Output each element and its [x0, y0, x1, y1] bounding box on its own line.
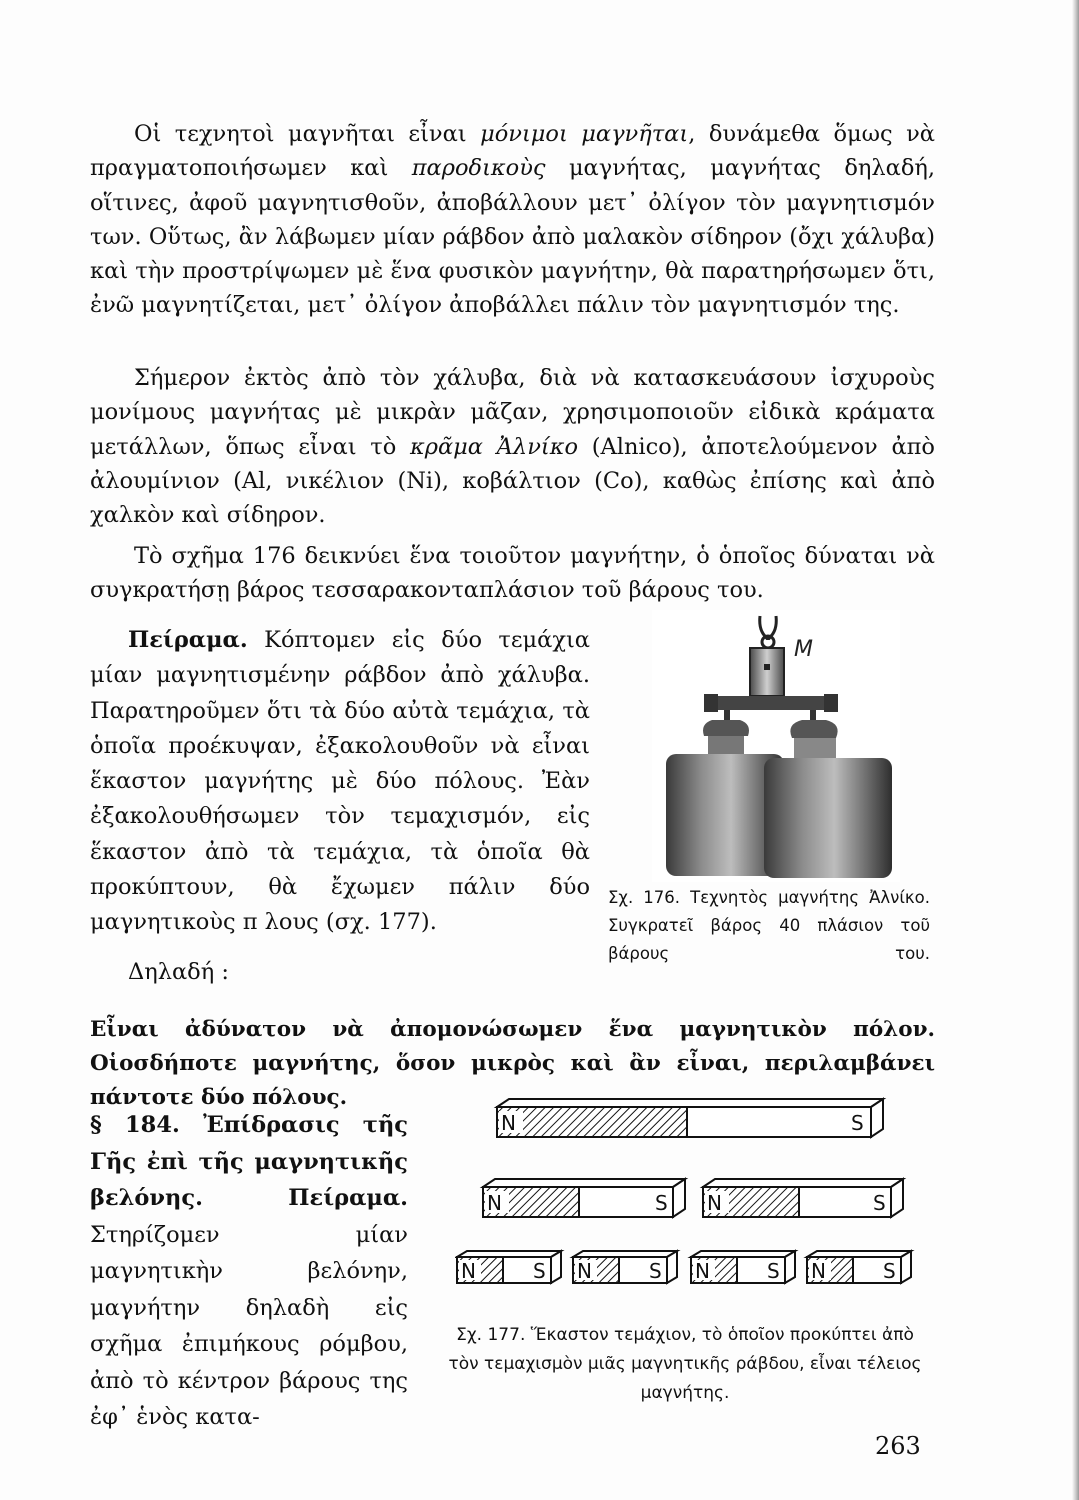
page-edge-shadow: [1072, 0, 1079, 1500]
south-pole-label: S: [883, 1259, 896, 1283]
south-pole-label: S: [767, 1259, 780, 1283]
section-184: § 184. Ἐπίδρασις τῆς Γῆς ἐπὶ τῆς μαγνητικῆς βελόνης. Πείραμα. Στηρίζομεν μίαν μαγνητικὴν βελόνην, μαγνήτην δηλαδὴ εἰς σχῆμα ἐπιμήκους ρόμβου, ἀπὸ τὸ κέντρον βάρους της ἐφ᾽ ἑνὸς κατα-: [90, 1112, 408, 1430]
section-experiment-heading: Πείραμα.: [202, 1185, 408, 1211]
paragraph-alnico-alloy: Σήμερον ἐκτὸς ἀπὸ τὸν χάλυβα, διὰ νὰ κατασκευάσουν ἰσχυροὺς μονίμους μαγνήτας μὲ μικρὰν μᾶζαν, χρησιμοποιοῦν εἰδικὰ κράματα μετάλλων, ὅπως εἶναι τὸ κρᾶμα Ἀλνίκο (Alnico), ἀποτελούμενον ἀπὸ ἀλουμίνιον (Al, νικέλιον (Ni), κοβάλτιον (Co), καθὼς ἐπίσης καὶ ἀπὸ χαλκὸν καὶ σίδηρον.: [90, 365, 935, 529]
north-pole-label: N: [487, 1191, 502, 1215]
therefore-line: Δηλαδή :: [128, 959, 229, 985]
figure-176-caption: Σχ. 176. Τεχνητὸς μαγνήτης Ἀλνίκο. Συγκρατεῖ βάρος 40 πλάσιον τοῦ βάρους του.: [608, 888, 930, 963]
experiment-paragraph: Πείραμα. Κόπτομεν εἰς δύο τεμάχια μίαν μαγνητισμένην ράβδον ἀπὸ χάλυβα. Παρατηροῦμεν ὅτι τὰ δύο αὐτὰ τεμάχια, τὰ ὁποῖα προέκυψαν, ἐξακολουθοῦν νὰ εἶναι ἕκαστον μαγνήτης μὲ δύο πόλους. Ἐὰν ἐξακολουθήσωμεν τὸν τεμαχισμόν, εἰς ἕκαστον ἀπὸ τὰ τεμάχια, τὰ ὁποῖα θὰ προκύπτουν, θὰ ἔχωμεν πάλιν δύο μαγνητικοὺς π λους (σχ. 177).: [90, 627, 590, 936]
south-pole-label: S: [655, 1191, 668, 1215]
north-pole-label: N: [811, 1259, 826, 1283]
figure-176-alnico-magnet: [652, 610, 900, 882]
figure-177-broken-magnets: [455, 1095, 915, 1305]
south-pole-label: S: [873, 1191, 886, 1215]
north-pole-label: N: [707, 1191, 722, 1215]
section-title: Ἐπίδρασις τῆς Γῆς ἐπὶ τῆς μαγνητικῆς βελόνης.: [90, 1112, 408, 1211]
north-pole-label: N: [461, 1259, 476, 1283]
north-pole-label: N: [501, 1111, 516, 1135]
south-pole-label: S: [649, 1259, 662, 1283]
paragraph-figure-176-reference: Τὸ σχῆμα 176 δεικνύει ἕνα τοιοῦτον μαγνήτην, ὁ ὁποῖος δύναται νὰ συγκρατήσῃ βάρος τεσσαρακονταπλάσιον τοῦ βάρους του.: [90, 543, 935, 604]
magnetic-pole-statement: Εἶναι ἀδύνατον νὰ ἀπομονώσωμεν ἕνα μαγνητικὸν πόλον. Οἱοσδήποτε μαγνήτης, ὅσον μικρὸς καὶ ἂν εἶναι, περιλαμβάνει πάντοτε δύο πόλους.: [90, 1017, 935, 1110]
paragraph-temporary-magnets: Οἱ τεχνητοὶ μαγνῆται εἶναι μόνιμοι μαγνῆται, δυνάμεθα ὅμως νὰ πραγματοποιήσωμεν καὶ παροδικοὺς μαγνήτας, μαγνήτας δηλαδή, οἵτινες, ἀφοῦ μαγνητισθοῦν, ἀποβάλλουν μετ᾽ ὀλίγον τὸν μαγνητισμόν των. Οὕτως, ἂν λάβωμεν μίαν ράβδον ἀπὸ μαλακὸν σίδηρον (ὄχι χάλυβα) καὶ τὴν προστρίψωμεν μὲ ἕνα φυσικὸν μαγνήτην, θὰ παρατηρήσωμεν ὅτι, ἐνῶ μαγνητίζεται, μετ᾽ ὀλίγον ἀποβάλλει πάλιν τὸν μαγνητισμόν της.: [90, 121, 935, 319]
experiment-heading: Πείραμα.: [128, 627, 248, 653]
south-pole-label: S: [851, 1111, 864, 1135]
north-pole-label: N: [577, 1259, 592, 1283]
south-pole-label: S: [533, 1259, 546, 1283]
section-number: § 184.: [90, 1112, 180, 1138]
north-pole-label: N: [695, 1259, 710, 1283]
figure-177-caption: Σχ. 177. Ἕκαστον τεμάχιον, τὸ ὁποῖον προκύπτει ἀπὸ τὸν τεμαχισμὸν μιᾶς μαγνητικῆς ράβδου, εἶναι τέλειος μαγνήτης.: [448, 1325, 922, 1403]
figure-176-label: M: [794, 637, 813, 662]
page-number: 263: [875, 1432, 921, 1460]
